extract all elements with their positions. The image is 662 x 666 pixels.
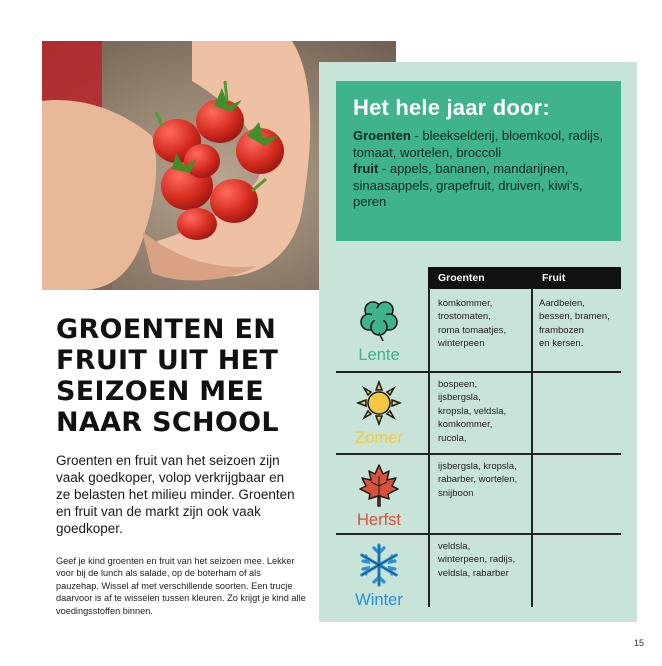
fruit-label: fruit: [353, 161, 379, 176]
row-divider: [336, 453, 621, 455]
column-divider: [428, 289, 430, 607]
body-paragraph: Geef je kind groenten en fruit van het seizoen mee. Lekker voor bij de lunch als salade, op de boterham of als pauzehap. Wissel af met verschillende soorten. Een trucje daarvoor is af te wisselen tussen kleuren. Zo krijgt je kind alle voedingsstoffen binnen.: [56, 556, 306, 616]
vegetables-label: Groenten: [353, 128, 411, 143]
column-header-fruit: Fruit: [532, 267, 621, 289]
season-summer: Zomer: [334, 380, 424, 448]
year-round-text: [353, 128, 605, 211]
season-spring: Lente: [334, 297, 424, 365]
snowflake-icon: [356, 542, 402, 588]
clover-icon: [356, 297, 402, 343]
vegetables-list: - bleekselderij, bloemkool, radijs, tomaat, wortelen, broccoli: [353, 128, 603, 160]
row-divider: [336, 371, 621, 373]
spring-vegetables: komkommer, trostomaten, roma tomaatjes, winterpeen: [438, 298, 507, 350]
page-number: 15: [634, 638, 645, 648]
lead-paragraph: Groenten en fruit van het seizoen zijn vaak goedkoper, volop verkrijgbaar en ze belasten het milieu minder. Groenten en fruit van de markt zijn ook vaak goedkoper.: [56, 453, 295, 536]
year-round-title: Het hele jaar door:: [353, 95, 550, 120]
spring-fruit: Aardbeien, bessen, bramen, frambozen en kersen.: [539, 298, 610, 350]
page-title: GROENTEN EN FRUIT UIT HET SEIZOEN MEE NAAR SCHOOL: [56, 314, 279, 438]
autumn-vegetables: ijsbergsla, kropsla, rabarber, wortelen, snijboon: [438, 461, 518, 499]
row-divider: [336, 533, 621, 535]
year-round-box: [336, 81, 621, 241]
fruit-list: - appels, bananen, mandarijnen, sinaasappels, grapefruit, druiven, kiwi’s, peren: [353, 161, 583, 209]
column-divider: [531, 289, 533, 607]
sun-icon: [356, 380, 402, 426]
maple-leaf-icon: [356, 462, 402, 508]
season-autumn: Herfst: [334, 462, 424, 530]
winter-vegetables: veldsla, winterpeen, radijs, veldsla, rabarber: [438, 541, 516, 579]
summer-vegetables: bospeen, ijsbergsla, kropsla, veldsla, komkommer, rucola,: [438, 379, 507, 444]
season-winter: Winter: [334, 542, 424, 610]
column-header-vegetables: Groenten: [428, 267, 532, 289]
